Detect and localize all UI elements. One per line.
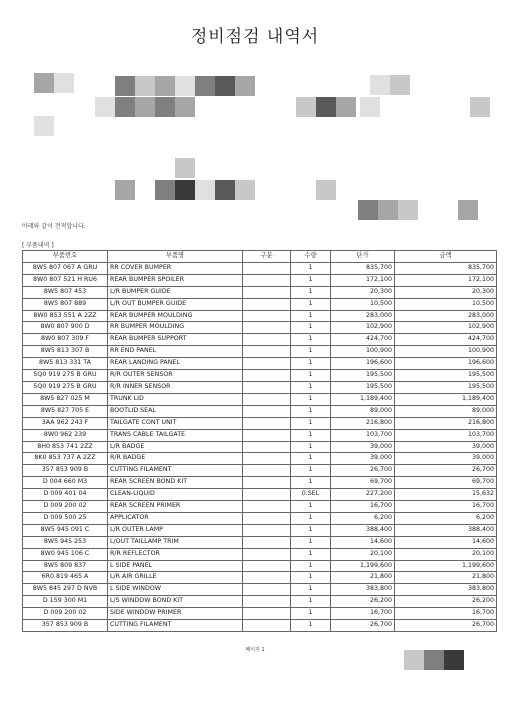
part-number-cell: 8W5 827 705 E	[23, 405, 108, 417]
header-quantity: 수량	[291, 251, 331, 263]
redaction-mosaic-tile	[235, 76, 255, 96]
quantity-cell: 1	[291, 548, 331, 560]
quantity-cell: 1	[291, 524, 331, 536]
amount-cell: 283,000	[395, 310, 497, 322]
part-number-cell: 8K0 853 737 A 2ZZ	[23, 453, 108, 465]
part-number-cell: 8W5 807 067 A GRU	[23, 262, 108, 274]
part-name-cell: APPLICATOR	[108, 512, 243, 524]
table-row	[23, 274, 497, 286]
unit-price-cell: 1,199,600	[331, 560, 395, 572]
quantity-cell: 1	[291, 512, 331, 524]
unit-price-cell: 26,700	[331, 620, 395, 632]
part-number-cell: 8W5 945 253	[23, 536, 108, 548]
amount-cell: 172,100	[395, 274, 497, 286]
header-part-name: 부품명	[108, 251, 243, 263]
table-row	[23, 453, 497, 465]
part-number-cell: D 009 401 04	[23, 489, 108, 501]
unit-price-cell: 26,200	[331, 596, 395, 608]
part-name-cell: BOOTLID SEAL	[108, 405, 243, 417]
redaction-mosaic-tile	[378, 200, 398, 220]
quantity-cell: 1	[291, 584, 331, 596]
table-row	[23, 417, 497, 429]
redaction-mosaic-tile	[296, 97, 316, 117]
amount-cell: 39,000	[395, 453, 497, 465]
part-name-cell: R/R INNER SENSOR	[108, 381, 243, 393]
unit-price-cell: 388,400	[331, 524, 395, 536]
part-number-cell: 3AA 962 243 F	[23, 417, 108, 429]
quantity-cell: 1	[291, 453, 331, 465]
part-name-cell: REAR BUMPER SUPPORT	[108, 334, 243, 346]
division-cell	[243, 370, 291, 382]
unit-price-cell: 20,100	[331, 548, 395, 560]
quantity-cell: 1	[291, 370, 331, 382]
part-name-cell: REAR SCREEN PRIMER	[108, 501, 243, 513]
redaction-mosaic-tile	[175, 76, 195, 96]
redaction-mosaic-tile	[34, 73, 54, 93]
amount-cell: 16,700	[395, 608, 497, 620]
part-name-cell: L/R AIR GRILLE	[108, 572, 243, 584]
amount-cell: 10,500	[395, 298, 497, 310]
division-cell	[243, 596, 291, 608]
part-name-cell: L/R BUMPER GUIDE	[108, 286, 243, 298]
division-cell	[243, 298, 291, 310]
quantity-cell: 1	[291, 286, 331, 298]
division-cell	[243, 465, 291, 477]
quantity-cell: 1	[291, 620, 331, 632]
part-number-cell: D 009 500 25	[23, 512, 108, 524]
quantity-cell: 1	[291, 417, 331, 429]
table-row	[23, 572, 497, 584]
part-number-cell: 8W0 807 309 F	[23, 334, 108, 346]
unit-price-cell: 195,500	[331, 370, 395, 382]
quantity-cell: 1	[291, 381, 331, 393]
quantity-cell: 1	[291, 465, 331, 477]
redaction-mosaic-tile	[175, 97, 195, 117]
table-row	[23, 489, 497, 501]
amount-cell: 16,700	[395, 501, 497, 513]
table-row	[23, 262, 497, 274]
table-row	[23, 286, 497, 298]
division-cell	[243, 489, 291, 501]
redaction-mosaic-tile	[358, 200, 378, 220]
amount-cell: 383,800	[395, 584, 497, 596]
unit-price-cell: 216,800	[331, 417, 395, 429]
redaction-mosaic-tile	[444, 650, 464, 670]
part-number-cell: D 009 200 02	[23, 608, 108, 620]
quantity-cell: 1	[291, 596, 331, 608]
part-name-cell: TAILGATE CONT UNIT	[108, 417, 243, 429]
redaction-mosaic-tile	[155, 97, 175, 117]
quantity-cell: 1	[291, 346, 331, 358]
division-cell	[243, 274, 291, 286]
unit-price-cell: 69,700	[331, 477, 395, 489]
redaction-mosaic-tile	[370, 75, 390, 95]
quantity-cell: 1	[291, 429, 331, 441]
redaction-mosaic-tile	[54, 73, 74, 93]
header-part-number: 부품번호	[23, 251, 108, 263]
part-name-cell: RR COVER BUMPER	[108, 262, 243, 274]
division-cell	[243, 346, 291, 358]
redaction-mosaic-tile	[424, 650, 444, 670]
header-division: 구분	[243, 251, 291, 263]
redaction-mosaic-tile	[336, 97, 356, 117]
section-label: [ 부품내역 ]	[22, 242, 54, 249]
unit-price-cell: 100,900	[331, 346, 395, 358]
part-number-cell: 8H0 853 741 2ZZ	[23, 441, 108, 453]
quantity-cell: 1	[291, 262, 331, 274]
quantity-cell: 1	[291, 322, 331, 334]
redaction-mosaic-tile	[115, 97, 135, 117]
redaction-mosaic-tile	[390, 75, 410, 95]
table-row	[23, 560, 497, 572]
division-cell	[243, 524, 291, 536]
division-cell	[243, 477, 291, 489]
part-name-cell: R/R REFLECTOR	[108, 548, 243, 560]
part-number-cell: 8W5 945 091 C	[23, 524, 108, 536]
part-number-cell: 8W0 807 521 H RU6	[23, 274, 108, 286]
part-name-cell: RR END PANEL	[108, 346, 243, 358]
part-number-cell: D 009 200 02	[23, 501, 108, 513]
amount-cell: 196,600	[395, 358, 497, 370]
amount-cell: 89,000	[395, 405, 497, 417]
table-row	[23, 548, 497, 560]
redaction-mosaic-tile	[215, 76, 235, 96]
amount-cell: 21,800	[395, 572, 497, 584]
part-name-cell: TRUNK LID	[108, 393, 243, 405]
amount-cell: 15,632	[395, 489, 497, 501]
quantity-cell: 1	[291, 310, 331, 322]
part-number-cell: D 004 660 M3	[23, 477, 108, 489]
unit-price-cell: 195,500	[331, 381, 395, 393]
division-cell	[243, 381, 291, 393]
unit-price-cell: 227,200	[331, 489, 395, 501]
part-name-cell: REAR SCREEN BOND KIT	[108, 477, 243, 489]
table-row	[23, 441, 497, 453]
part-name-cell: RR BUMPER MOULDING	[108, 322, 243, 334]
table-row	[23, 381, 497, 393]
table-row	[23, 393, 497, 405]
part-number-cell: 8W0 962 239	[23, 429, 108, 441]
unit-price-cell: 172,100	[331, 274, 395, 286]
table-row	[23, 501, 497, 513]
amount-cell: 835,700	[395, 262, 497, 274]
part-name-cell: L/OUT TAILLAMP TRIM	[108, 536, 243, 548]
division-cell	[243, 584, 291, 596]
quantity-cell: 1	[291, 274, 331, 286]
part-name-cell: REAR LANDING PANEL	[108, 358, 243, 370]
redaction-mosaic-tile	[175, 180, 195, 200]
division-cell	[243, 322, 291, 334]
amount-cell: 39,000	[395, 441, 497, 453]
page-number: 페이지 1	[245, 647, 265, 653]
redaction-mosaic-tile	[175, 158, 195, 178]
quantity-cell: 1	[291, 298, 331, 310]
part-name-cell: CUTTING FILAMENT	[108, 620, 243, 632]
quantity-cell: 1	[291, 501, 331, 513]
part-number-cell: 8W5 813 307 B	[23, 346, 108, 358]
table-row	[23, 524, 497, 536]
redaction-mosaic-tile	[316, 97, 336, 117]
redaction-mosaic-tile	[458, 200, 478, 220]
part-name-cell: L SIDE WINDOW	[108, 584, 243, 596]
amount-cell: 6,200	[395, 512, 497, 524]
redaction-mosaic-tile	[316, 180, 336, 200]
part-name-cell: CLEAN-LIQUID	[108, 489, 243, 501]
table-row	[23, 608, 497, 620]
unit-price-cell: 39,000	[331, 453, 395, 465]
parts-table	[22, 250, 497, 632]
amount-cell: 103,700	[395, 429, 497, 441]
unit-price-cell: 1,189,400	[331, 393, 395, 405]
table-row	[23, 477, 497, 489]
quantity-cell: 1	[291, 560, 331, 572]
division-cell	[243, 453, 291, 465]
table-row	[23, 310, 497, 322]
part-number-cell: 8W5 807 453	[23, 286, 108, 298]
division-cell	[243, 334, 291, 346]
part-number-cell: 357 853 909 B	[23, 620, 108, 632]
part-name-cell: L/S WINDOW BOND KIT	[108, 596, 243, 608]
part-name-cell: L/R OUTER LAMP	[108, 524, 243, 536]
amount-cell: 14,600	[395, 536, 497, 548]
redaction-mosaic-tile	[115, 180, 135, 200]
amount-cell: 1,189,400	[395, 393, 497, 405]
quantity-cell: 1	[291, 477, 331, 489]
part-number-cell: 357 853 909 B	[23, 465, 108, 477]
division-cell	[243, 310, 291, 322]
amount-cell: 1,199,600	[395, 560, 497, 572]
amount-cell: 195,500	[395, 381, 497, 393]
table-row	[23, 346, 497, 358]
part-name-cell: CUTTING FILAMENT	[108, 465, 243, 477]
redaction-mosaic-tile	[155, 76, 175, 96]
division-cell	[243, 548, 291, 560]
table-row	[23, 358, 497, 370]
unit-price-cell: 21,800	[331, 572, 395, 584]
quantity-cell: 0.SEL	[291, 489, 331, 501]
division-cell	[243, 536, 291, 548]
header-unit-price: 단가	[331, 251, 395, 263]
redaction-mosaic-tile	[404, 650, 424, 670]
division-cell	[243, 262, 291, 274]
intro-text: 아래와 같이 견적합니다.	[22, 223, 86, 230]
unit-price-cell: 424,700	[331, 334, 395, 346]
redaction-mosaic-tile	[360, 97, 380, 117]
redaction-mosaic-tile	[135, 76, 155, 96]
unit-price-cell: 102,900	[331, 322, 395, 334]
amount-cell: 216,800	[395, 417, 497, 429]
quantity-cell: 1	[291, 608, 331, 620]
amount-cell: 26,700	[395, 620, 497, 632]
part-number-cell: 8W5 845 297 D NVB	[23, 584, 108, 596]
part-number-cell: 8W0 945 106 C	[23, 548, 108, 560]
part-number-cell: 8W5 827 025 M	[23, 393, 108, 405]
part-number-cell: 6R0 819 465 A	[23, 572, 108, 584]
amount-cell: 100,900	[395, 346, 497, 358]
table-row	[23, 298, 497, 310]
division-cell	[243, 441, 291, 453]
quantity-cell: 1	[291, 405, 331, 417]
division-cell	[243, 358, 291, 370]
amount-cell: 20,100	[395, 548, 497, 560]
unit-price-cell: 835,700	[331, 262, 395, 274]
amount-cell: 20,300	[395, 286, 497, 298]
quantity-cell: 1	[291, 441, 331, 453]
table-row	[23, 596, 497, 608]
part-name-cell: L/R OUT BUMPER GUIDE	[108, 298, 243, 310]
table-row	[23, 620, 497, 632]
division-cell	[243, 560, 291, 572]
amount-cell: 424,700	[395, 334, 497, 346]
part-number-cell: 8W0 807 900 D	[23, 322, 108, 334]
part-name-cell: R/R BADGE	[108, 453, 243, 465]
redaction-mosaic-tile	[155, 180, 175, 200]
amount-cell: 26,700	[395, 465, 497, 477]
redaction-mosaic-tile	[135, 97, 155, 117]
header-amount: 금액	[395, 251, 497, 263]
unit-price-cell: 6,200	[331, 512, 395, 524]
quantity-cell: 1	[291, 572, 331, 584]
table-row	[23, 370, 497, 382]
part-number-cell: 5Q0 919 275 B GRU	[23, 370, 108, 382]
part-name-cell: REAR BUMPER MOULDING	[108, 310, 243, 322]
division-cell	[243, 417, 291, 429]
table-row	[23, 536, 497, 548]
part-name-cell: TRANS CABLE TAILGATE	[108, 429, 243, 441]
quantity-cell: 1	[291, 358, 331, 370]
document-title: 정비점검 내역서	[190, 27, 320, 47]
parts-table-body	[23, 262, 497, 631]
unit-price-cell: 10,500	[331, 298, 395, 310]
division-cell	[243, 501, 291, 513]
amount-cell: 102,900	[395, 322, 497, 334]
table-row	[23, 429, 497, 441]
amount-cell: 69,700	[395, 477, 497, 489]
part-number-cell: 8W5 809 837	[23, 560, 108, 572]
division-cell	[243, 608, 291, 620]
amount-cell: 388,400	[395, 524, 497, 536]
redaction-mosaic-tile	[95, 97, 115, 117]
amount-cell: 195,500	[395, 370, 497, 382]
part-name-cell: L SIDE PANEL	[108, 560, 243, 572]
part-number-cell: 5Q0 919 275 B GRU	[23, 381, 108, 393]
part-number-cell: 8W5 807 889	[23, 298, 108, 310]
unit-price-cell: 16,700	[331, 608, 395, 620]
division-cell	[243, 512, 291, 524]
table-header-row	[23, 251, 497, 263]
part-number-cell: D 159 300 M1	[23, 596, 108, 608]
unit-price-cell: 39,000	[331, 441, 395, 453]
unit-price-cell: 383,800	[331, 584, 395, 596]
amount-cell: 26,200	[395, 596, 497, 608]
part-name-cell: REAR BUMPER SPOILER	[108, 274, 243, 286]
redaction-mosaic-tile	[34, 116, 54, 136]
redaction-mosaic-tile	[115, 76, 135, 96]
unit-price-cell: 26,700	[331, 465, 395, 477]
unit-price-cell: 16,700	[331, 501, 395, 513]
part-name-cell: L/R BADGE	[108, 441, 243, 453]
table-row	[23, 322, 497, 334]
redaction-mosaic-tile	[195, 180, 215, 200]
quantity-cell: 1	[291, 393, 331, 405]
redaction-mosaic-tile	[470, 97, 490, 117]
unit-price-cell: 89,000	[331, 405, 395, 417]
unit-price-cell: 14,600	[331, 536, 395, 548]
redaction-mosaic-tile	[195, 76, 215, 96]
unit-price-cell: 103,700	[331, 429, 395, 441]
table-row	[23, 465, 497, 477]
division-cell	[243, 620, 291, 632]
division-cell	[243, 286, 291, 298]
redaction-mosaic-tile	[398, 200, 418, 220]
part-number-cell: 8W0 853 551 A 2ZZ	[23, 310, 108, 322]
table-row	[23, 584, 497, 596]
division-cell	[243, 429, 291, 441]
table-row	[23, 405, 497, 417]
unit-price-cell: 196,600	[331, 358, 395, 370]
part-name-cell: R/R OUTER SENSOR	[108, 370, 243, 382]
unit-price-cell: 20,300	[331, 286, 395, 298]
unit-price-cell: 283,000	[331, 310, 395, 322]
table-row	[23, 334, 497, 346]
division-cell	[243, 572, 291, 584]
redaction-mosaic-tile	[235, 180, 255, 200]
table-row	[23, 512, 497, 524]
division-cell	[243, 405, 291, 417]
quantity-cell: 1	[291, 536, 331, 548]
part-number-cell: 8W5 813 331 TA	[23, 358, 108, 370]
part-name-cell: SIDE WINDOW PRIMER	[108, 608, 243, 620]
quantity-cell: 1	[291, 334, 331, 346]
division-cell	[243, 393, 291, 405]
redaction-mosaic-tile	[215, 180, 235, 200]
